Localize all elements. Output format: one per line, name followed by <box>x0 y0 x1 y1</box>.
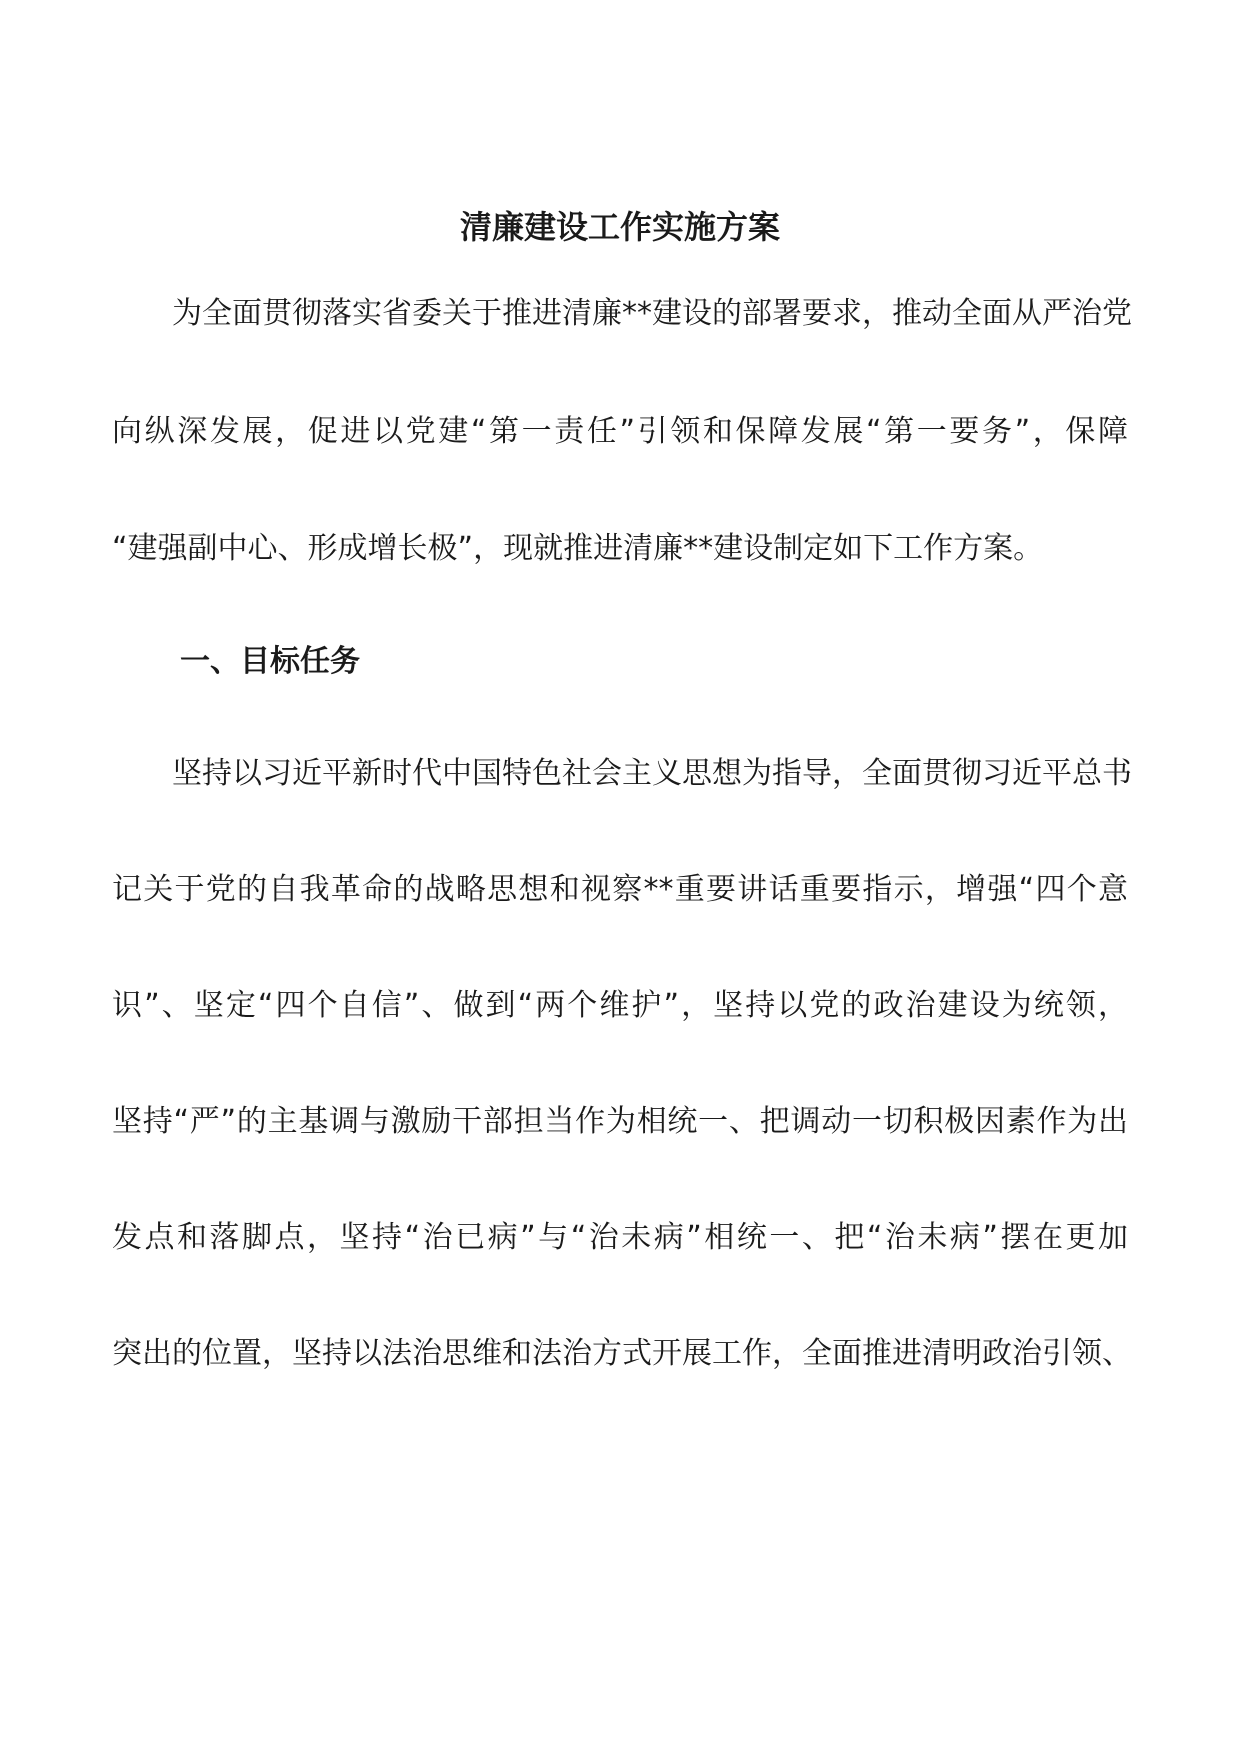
section1-line-5: 发点和落脚点，坚持“治已病”与“治未病”相统一、把“治未病”摆在更加 <box>112 1220 1128 1255</box>
intro-line-1: 为全面贯彻落实省委关于推进清廉**建设的部署要求，推动全面从严治党 <box>112 296 1132 331</box>
section1-line-1: 坚持以习近平新时代中国特色社会主义思想为指导，全面贯彻习近平总书 <box>112 756 1132 791</box>
section1-line-3: 识”、坚定“四个自信”、做到“两个维护”，坚持以党的政治建设为统领， <box>112 988 1128 1023</box>
section1-line-6: 突出的位置，坚持以法治思维和法治方式开展工作，全面推进清明政治引领、 <box>112 1336 1132 1371</box>
section-heading-1: 一、目标任务 <box>180 644 360 679</box>
intro-line-3: “建强副中心、形成增长极”，现就推进清廉**建设制定如下工作方案。 <box>112 531 1044 566</box>
intro-line-2: 向纵深发展，促进以党建“第一责任”引领和保障发展“第一要务”，保障 <box>112 414 1128 449</box>
section1-line-2: 记关于党的自我革命的战略思想和视察**重要讲话重要指示，增强“四个意 <box>112 872 1128 907</box>
section1-line-4: 坚持“严”的主基调与激励干部担当作为相统一、把调动一切积极因素作为出 <box>112 1104 1128 1139</box>
document-title: 清廉建设工作实施方案 <box>459 208 780 246</box>
